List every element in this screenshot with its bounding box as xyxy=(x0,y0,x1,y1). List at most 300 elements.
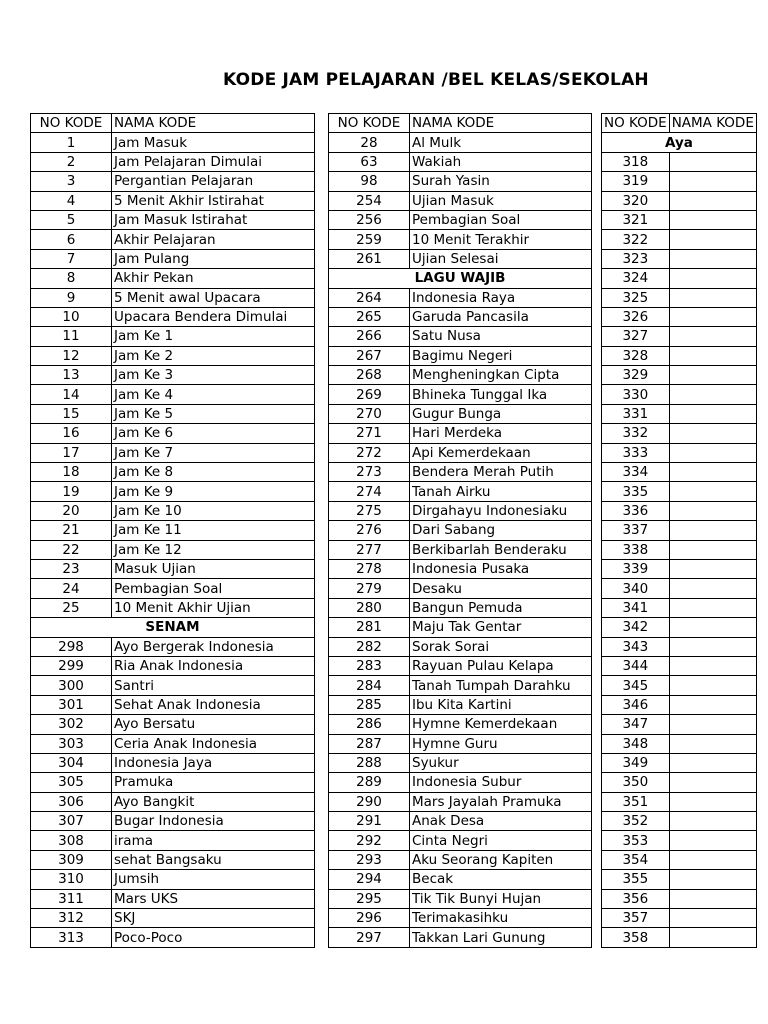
code-number: 21 xyxy=(31,521,112,540)
table-row xyxy=(329,850,592,869)
code-name xyxy=(669,521,756,540)
table-row xyxy=(329,540,592,559)
code-name: irama xyxy=(112,831,315,850)
code-name xyxy=(669,792,756,811)
code-number: 25 xyxy=(31,598,112,617)
code-name: Jam Pelajaran Dimulai xyxy=(112,152,315,171)
code-number: 19 xyxy=(31,482,112,501)
code-number: 318 xyxy=(602,152,670,171)
table-row xyxy=(602,695,757,714)
code-number: 328 xyxy=(602,346,670,365)
code-number: 266 xyxy=(329,327,410,346)
code-number: 1 xyxy=(31,133,112,152)
code-name: Indonesia Jaya xyxy=(112,753,315,772)
code-name: Upacara Bendera Dimulai xyxy=(112,307,315,326)
code-name: Cinta Negri xyxy=(410,831,592,850)
code-name: Jam Ke 6 xyxy=(112,424,315,443)
code-name: Jam Masuk Istirahat xyxy=(112,210,315,229)
table-row xyxy=(602,909,757,928)
code-name: Gugur Bunga xyxy=(410,404,592,423)
code-number: 298 xyxy=(31,637,112,656)
table-row xyxy=(602,230,757,249)
code-name xyxy=(669,656,756,675)
code-number: 22 xyxy=(31,540,112,559)
code-name: Jam Ke 2 xyxy=(112,346,315,365)
table-row xyxy=(329,579,592,598)
code-name: Sehat Anak Indonesia xyxy=(112,695,315,714)
table-row xyxy=(329,424,592,443)
table-row xyxy=(329,812,592,831)
code-name: Pramuka xyxy=(112,773,315,792)
code-name xyxy=(669,307,756,326)
code-number: 333 xyxy=(602,443,670,462)
code-name: Rayuan Pulau Kelapa xyxy=(410,656,592,675)
table-row xyxy=(329,637,592,656)
code-number: 354 xyxy=(602,850,670,869)
table-row xyxy=(31,385,315,404)
code-number: 268 xyxy=(329,366,410,385)
code-number: 338 xyxy=(602,540,670,559)
code-number: 310 xyxy=(31,870,112,889)
table-row xyxy=(602,618,757,637)
table-row xyxy=(329,288,592,307)
header-no-kode: NO KODE xyxy=(329,114,410,133)
code-name xyxy=(669,346,756,365)
code-number: 306 xyxy=(31,792,112,811)
code-number: 272 xyxy=(329,443,410,462)
code-name: Al Mulk xyxy=(410,133,592,152)
code-name xyxy=(669,463,756,482)
code-name: Masuk Ujian xyxy=(112,559,315,578)
table-row xyxy=(31,559,315,578)
table-row xyxy=(329,307,592,326)
code-number: 11 xyxy=(31,327,112,346)
code-number: 324 xyxy=(602,269,670,288)
code-name xyxy=(669,870,756,889)
code-name xyxy=(669,288,756,307)
table-row xyxy=(329,831,592,850)
code-number: 353 xyxy=(602,831,670,850)
table-row xyxy=(329,230,592,249)
table-row xyxy=(602,249,757,268)
code-number: 256 xyxy=(329,210,410,229)
code-name xyxy=(669,482,756,501)
code-number: 355 xyxy=(602,870,670,889)
code-number: 9 xyxy=(31,288,112,307)
table-header-row xyxy=(329,114,592,133)
table-row xyxy=(602,831,757,850)
code-name: Indonesia Raya xyxy=(410,288,592,307)
code-number: 301 xyxy=(31,695,112,714)
table-row xyxy=(329,792,592,811)
code-name xyxy=(669,753,756,772)
code-number: 18 xyxy=(31,463,112,482)
code-name xyxy=(669,501,756,520)
code-number: 2 xyxy=(31,152,112,171)
table-row xyxy=(31,249,315,268)
code-name: Tik Tik Bunyi Hujan xyxy=(410,889,592,908)
table-row xyxy=(329,598,592,617)
code-name xyxy=(669,637,756,656)
code-number: 321 xyxy=(602,210,670,229)
section-heading: LAGU WAJIB xyxy=(329,269,592,288)
table-row xyxy=(329,928,592,947)
code-name: Jam Pulang xyxy=(112,249,315,268)
code-name: Jam Ke 9 xyxy=(112,482,315,501)
code-number: 13 xyxy=(31,366,112,385)
code-number: 282 xyxy=(329,637,410,656)
code-number: 254 xyxy=(329,191,410,210)
table-row xyxy=(329,366,592,385)
code-number: 292 xyxy=(329,831,410,850)
table-row xyxy=(329,249,592,268)
code-name: Jam Ke 5 xyxy=(112,404,315,423)
code-name: Ceria Anak Indonesia xyxy=(112,734,315,753)
code-number: 5 xyxy=(31,210,112,229)
table-row xyxy=(602,598,757,617)
table-row xyxy=(602,443,757,462)
code-name: Jam Ke 1 xyxy=(112,327,315,346)
code-name: Jam Ke 4 xyxy=(112,385,315,404)
code-number: 335 xyxy=(602,482,670,501)
code-number: 279 xyxy=(329,579,410,598)
table-row xyxy=(31,850,315,869)
table-row xyxy=(329,482,592,501)
code-name: Anak Desa xyxy=(410,812,592,831)
code-number: 28 xyxy=(329,133,410,152)
section-heading: SENAM xyxy=(31,618,315,637)
table-row xyxy=(602,870,757,889)
table-row xyxy=(602,346,757,365)
code-name xyxy=(669,404,756,423)
table-row xyxy=(31,753,315,772)
table-row xyxy=(602,656,757,675)
code-number: 12 xyxy=(31,346,112,365)
code-number: 10 xyxy=(31,307,112,326)
code-number: 296 xyxy=(329,909,410,928)
table-row xyxy=(602,792,757,811)
code-number: 290 xyxy=(329,792,410,811)
table-row xyxy=(31,773,315,792)
section-heading: Aya xyxy=(602,133,757,152)
table-row xyxy=(31,928,315,947)
code-name xyxy=(669,676,756,695)
code-name: Akhir Pekan xyxy=(112,269,315,288)
code-name xyxy=(669,424,756,443)
table-row xyxy=(31,831,315,850)
table-row xyxy=(329,753,592,772)
code-number: 20 xyxy=(31,501,112,520)
code-name: Ujian Selesai xyxy=(410,249,592,268)
header-nama-kode: NAMA KODE xyxy=(669,114,756,133)
code-name xyxy=(669,850,756,869)
table-header-row xyxy=(31,114,315,133)
code-name xyxy=(669,773,756,792)
code-name: Indonesia Subur xyxy=(410,773,592,792)
code-table-right-clip xyxy=(601,113,754,953)
code-name: Jam Ke 10 xyxy=(112,501,315,520)
code-number: 334 xyxy=(602,463,670,482)
code-name: Satu Nusa xyxy=(410,327,592,346)
code-name: Terimakasihku xyxy=(410,909,592,928)
code-name xyxy=(669,715,756,734)
code-number: 320 xyxy=(602,191,670,210)
code-name: Hari Merdeka xyxy=(410,424,592,443)
table-row xyxy=(602,501,757,520)
table-row xyxy=(31,695,315,714)
code-number: 297 xyxy=(329,928,410,947)
code-number: 351 xyxy=(602,792,670,811)
table-row xyxy=(329,618,592,637)
table-row xyxy=(602,424,757,443)
code-name: Bendera Merah Putih xyxy=(410,463,592,482)
code-name: Jumsih xyxy=(112,870,315,889)
code-number: 340 xyxy=(602,579,670,598)
header-no-kode: NO KODE xyxy=(31,114,112,133)
code-name: Poco-Poco xyxy=(112,928,315,947)
section-row xyxy=(31,618,315,637)
table-row xyxy=(602,773,757,792)
code-name: Desaku xyxy=(410,579,592,598)
code-number: 357 xyxy=(602,909,670,928)
code-name: 10 Menit Terakhir xyxy=(410,230,592,249)
code-name: Becak xyxy=(410,870,592,889)
code-name: Dari Sabang xyxy=(410,521,592,540)
table-row xyxy=(329,443,592,462)
table-row xyxy=(31,404,315,423)
code-number: 330 xyxy=(602,385,670,404)
table-row xyxy=(329,152,592,171)
code-number: 286 xyxy=(329,715,410,734)
code-name: 5 Menit Akhir Istirahat xyxy=(112,191,315,210)
code-name xyxy=(669,191,756,210)
code-name xyxy=(669,230,756,249)
table-row xyxy=(602,850,757,869)
code-number: 281 xyxy=(329,618,410,637)
table-row xyxy=(31,269,315,288)
code-number: 309 xyxy=(31,850,112,869)
code-number: 329 xyxy=(602,366,670,385)
code-name: Berkibarlah Benderaku xyxy=(410,540,592,559)
code-name xyxy=(669,172,756,191)
code-number: 265 xyxy=(329,307,410,326)
table-row xyxy=(31,579,315,598)
table-row xyxy=(602,753,757,772)
code-number: 346 xyxy=(602,695,670,714)
code-number: 14 xyxy=(31,385,112,404)
table-row xyxy=(31,443,315,462)
code-name: Aku Seorang Kapiten xyxy=(410,850,592,869)
code-number: 343 xyxy=(602,637,670,656)
code-name xyxy=(669,210,756,229)
table-row xyxy=(31,210,315,229)
code-name xyxy=(669,540,756,559)
code-number: 17 xyxy=(31,443,112,462)
page-title: KODE JAM PELAJARAN /BEL KELAS/SEKOLAH xyxy=(223,70,649,90)
code-number: 319 xyxy=(602,172,670,191)
table-row xyxy=(31,191,315,210)
code-number: 261 xyxy=(329,249,410,268)
table-row xyxy=(31,366,315,385)
table-row xyxy=(31,307,315,326)
table-row xyxy=(602,288,757,307)
code-name xyxy=(669,366,756,385)
table-row xyxy=(602,307,757,326)
table-row xyxy=(31,909,315,928)
code-number: 285 xyxy=(329,695,410,714)
code-number: 300 xyxy=(31,676,112,695)
table-row xyxy=(31,424,315,443)
code-name: Hymne Kemerdekaan xyxy=(410,715,592,734)
code-number: 3 xyxy=(31,172,112,191)
code-number: 336 xyxy=(602,501,670,520)
code-number: 15 xyxy=(31,404,112,423)
table-row xyxy=(31,734,315,753)
table-row xyxy=(329,501,592,520)
table-row xyxy=(329,695,592,714)
table-row xyxy=(31,676,315,695)
section-row xyxy=(602,133,757,152)
table-row xyxy=(31,812,315,831)
code-name: Jam Ke 11 xyxy=(112,521,315,540)
code-number: 322 xyxy=(602,230,670,249)
code-number: 273 xyxy=(329,463,410,482)
code-name: sehat Bangsaku xyxy=(112,850,315,869)
code-name xyxy=(669,695,756,714)
code-number: 267 xyxy=(329,346,410,365)
code-name: Syukur xyxy=(410,753,592,772)
table-row xyxy=(31,521,315,540)
table-row xyxy=(329,346,592,365)
table-row xyxy=(602,463,757,482)
table-row xyxy=(31,230,315,249)
code-name: Hymne Guru xyxy=(410,734,592,753)
code-number: 295 xyxy=(329,889,410,908)
code-number: 269 xyxy=(329,385,410,404)
table-row xyxy=(602,172,757,191)
table-row xyxy=(602,521,757,540)
code-name: Jam Ke 12 xyxy=(112,540,315,559)
table-row xyxy=(329,385,592,404)
code-number: 305 xyxy=(31,773,112,792)
table-row xyxy=(31,346,315,365)
code-name: Tanah Tumpah Darahku xyxy=(410,676,592,695)
code-name: Mengheningkan Cipta xyxy=(410,366,592,385)
code-number: 332 xyxy=(602,424,670,443)
code-name: Jam Ke 3 xyxy=(112,366,315,385)
code-name: Mars Jayalah Pramuka xyxy=(410,792,592,811)
code-number: 307 xyxy=(31,812,112,831)
table-row xyxy=(31,598,315,617)
table-row xyxy=(31,482,315,501)
code-number: 313 xyxy=(31,928,112,947)
code-number: 308 xyxy=(31,831,112,850)
code-name xyxy=(669,928,756,947)
table-row xyxy=(31,540,315,559)
code-name: Bhineka Tunggal Ika xyxy=(410,385,592,404)
table-row xyxy=(602,482,757,501)
table-row xyxy=(31,637,315,656)
code-name xyxy=(669,443,756,462)
code-name: Bagimu Negeri xyxy=(410,346,592,365)
table-row xyxy=(31,792,315,811)
section-row xyxy=(329,269,592,288)
table-row xyxy=(329,889,592,908)
code-number: 347 xyxy=(602,715,670,734)
table-row xyxy=(602,191,757,210)
code-number: 352 xyxy=(602,812,670,831)
table-row xyxy=(31,656,315,675)
table-row xyxy=(31,133,315,152)
code-number: 287 xyxy=(329,734,410,753)
table-row xyxy=(31,152,315,171)
code-name xyxy=(669,909,756,928)
table-row xyxy=(602,404,757,423)
table-row xyxy=(602,210,757,229)
code-number: 341 xyxy=(602,598,670,617)
table-row xyxy=(329,656,592,675)
code-name: Ayo Bangkit xyxy=(112,792,315,811)
table-row xyxy=(329,559,592,578)
table-row xyxy=(329,191,592,210)
code-number: 275 xyxy=(329,501,410,520)
code-name xyxy=(669,889,756,908)
table-row xyxy=(602,715,757,734)
table-row xyxy=(329,734,592,753)
code-number: 276 xyxy=(329,521,410,540)
table-row xyxy=(329,133,592,152)
code-number: 271 xyxy=(329,424,410,443)
table-row xyxy=(31,889,315,908)
code-number: 325 xyxy=(602,288,670,307)
table-row xyxy=(329,715,592,734)
table-row xyxy=(602,812,757,831)
code-name xyxy=(669,249,756,268)
code-number: 277 xyxy=(329,540,410,559)
code-number: 323 xyxy=(602,249,670,268)
table-row xyxy=(602,366,757,385)
code-table-middle xyxy=(328,113,592,948)
code-name xyxy=(669,618,756,637)
code-name: Jam Ke 8 xyxy=(112,463,315,482)
code-number: 337 xyxy=(602,521,670,540)
code-name: Indonesia Pusaka xyxy=(410,559,592,578)
table-row xyxy=(602,637,757,656)
code-name: Mars UKS xyxy=(112,889,315,908)
code-name: Dirgahayu Indonesiaku xyxy=(410,501,592,520)
code-name: Santri xyxy=(112,676,315,695)
code-number: 331 xyxy=(602,404,670,423)
code-number: 345 xyxy=(602,676,670,695)
code-name: Ibu Kita Kartini xyxy=(410,695,592,714)
table-row xyxy=(602,559,757,578)
code-name: Ayo Bersatu xyxy=(112,715,315,734)
table-row xyxy=(602,385,757,404)
code-number: 98 xyxy=(329,172,410,191)
table-row xyxy=(329,404,592,423)
table-row xyxy=(329,676,592,695)
code-name: Pembagian Soal xyxy=(410,210,592,229)
code-number: 302 xyxy=(31,715,112,734)
code-name xyxy=(669,579,756,598)
code-name: Akhir Pelajaran xyxy=(112,230,315,249)
code-name xyxy=(669,152,756,171)
table-row xyxy=(602,152,757,171)
code-name: Surah Yasin xyxy=(410,172,592,191)
table-row xyxy=(31,501,315,520)
table-row xyxy=(329,210,592,229)
code-name xyxy=(669,734,756,753)
